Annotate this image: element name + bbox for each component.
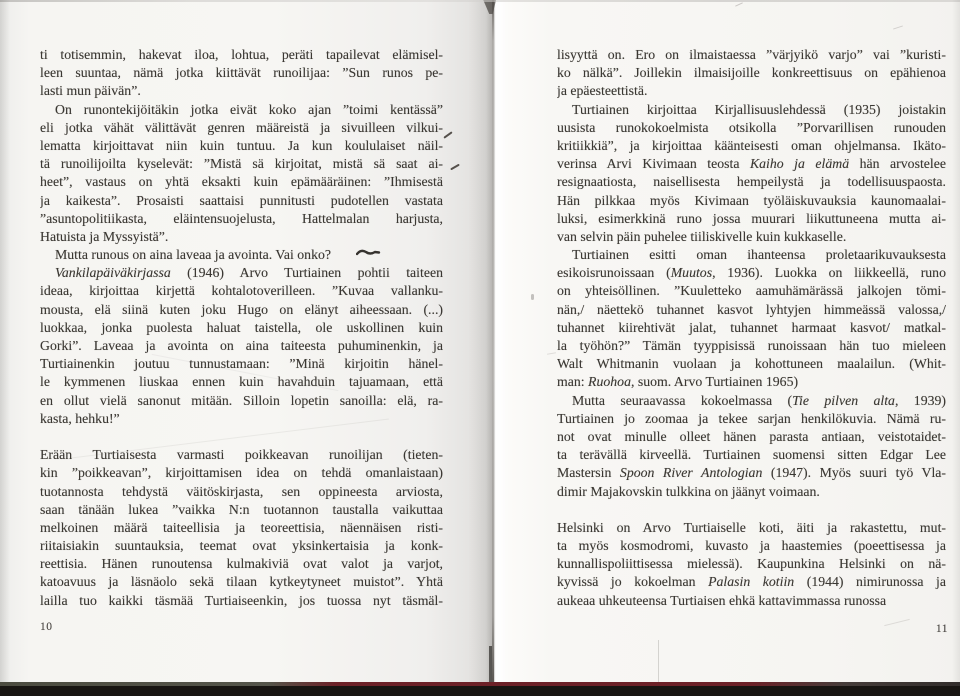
text-line: ideaa, kirjoittaa kirjettä kohtalotoverilleen. ”Kuvaa vallanku- xyxy=(40,283,443,299)
gutter-bottom-shadow xyxy=(489,646,492,686)
text-line: uusista runokokoelmista otsikolla ”Porvarillisen runouden xyxy=(557,119,946,135)
text-line: la työhön?” Tämän tyyppisissä runoissaan hän tuo mieleen xyxy=(557,338,946,353)
text-line: dimir Majakovskin tulkkina on jäänyt voimaan. xyxy=(557,483,820,499)
text-line: kasta, hehku!” xyxy=(40,410,120,426)
page-number-left: 10 xyxy=(40,621,53,633)
text-line: on yhteisöllinen. ”Kuuletteko aamuhämärässä jalkojen tömi- xyxy=(557,283,946,299)
text-line: tä runoilijoilta kyselevät: ”Mistä sä kirjoitat, mistä sä saat ai- xyxy=(40,156,443,172)
text-line: kyvissä jo kokoelman Palasin kotiin (1944) nimirunossa ja xyxy=(557,574,946,590)
text-line: ja kaikesta”. Prosaisti saattaisi punnitusti pudotellen vastata xyxy=(40,192,443,208)
pen-squiggle-icon xyxy=(356,248,382,258)
text-line: nän,/ näettekö tuhannet kasvot lyhtyjen himmeässä valossa,/ xyxy=(557,301,946,317)
text-line: resignaatiosta, naisellisesta hempeilystä ja todellisuuspaosta. xyxy=(557,174,946,190)
text-line: lasti mun päivän”. xyxy=(40,83,141,99)
text-line: Turtiainen esitti oman ihanteensa proletaarikuvauksesta xyxy=(572,247,946,263)
scan-smudge xyxy=(531,294,534,300)
text-line: Gorki”. Laveaa ja avointa on aina taiteesta puhuminenkin, ja xyxy=(40,338,443,353)
scan-right-vignette xyxy=(952,0,960,685)
scan-top-edge xyxy=(0,0,960,2)
gutter-line xyxy=(492,0,494,685)
text-line: tuhannet kiirehtivät jalat, tuhannet harmaat kasvot/ matkal- xyxy=(557,319,946,335)
text-line: aukeaa uhkeuteensa Turtiaisen ehkä kattavimmassa runossa xyxy=(557,592,887,608)
text-line: Mutta seuraavassa kokoelmassa (Tie pilven alta, 1939) xyxy=(572,392,946,408)
text-line: leen suuntaa, nämä jotka kiittävät runoilijaa: ”Sun runos pe- xyxy=(40,65,443,81)
text-line: Walt Whitmanin vuolaan ja kohottuneen maalailun. (Whit- xyxy=(557,356,946,372)
text-line: Mastersin Spoon River Antologian (1947). Myös suuri työ Vla- xyxy=(557,465,946,481)
text-line: luokkaa, jonka puolesta haluat taistella, ole uskollinen kuin xyxy=(40,319,443,335)
text-line: kritiikkiä”, ja kirjoittaa käänteisesti oman ohjelmansa. Ikäto- xyxy=(557,137,946,153)
text-line: van selvin päin puhelee tiiliskivelle kuin kukkaselle. xyxy=(557,228,847,244)
text-line: Turtiainen jo zoomaa ja tekee sarjan henkilökuvia. Nämä ru- xyxy=(557,410,946,426)
text-line: melkoinen määrä taiteellisia ja teoreettisia, näennäisen risti- xyxy=(40,519,443,535)
text-line: le kymmenen liuskaa ennen kuin havahduin tajuamaan, että xyxy=(40,374,443,390)
right-page-text xyxy=(557,46,946,610)
text-line: Mutta runous on aina laveaa ja avointa. Vai onko? xyxy=(55,247,331,263)
text-line: kin ”poikkeavan”, kirjoittamisen idea on tehdä omanlaistaan) xyxy=(40,465,443,481)
text-line: kunnallispoliittisessa mielessä). Kaupunkina Helsinki on nä- xyxy=(557,556,946,572)
text-line: saan tänään lukea ”vaikka N:n tuotannon taustalla vaikuttaa xyxy=(40,501,443,517)
text-line: katoavuus ja läsnäolo sekä tilaan kytkeytyneet muistot”. Yhtä xyxy=(40,574,443,590)
text-line: Turtiainenkin joutuu tunnustamaan: ”Minä kirjoitin hänel- xyxy=(40,356,443,372)
text-line: verinsa Arvi Kivimaan teosta Kaiho ja elämä hän arvostelee xyxy=(557,156,946,172)
text-line: Vankilapäiväkirjassa (1946) Arvo Turtiainen pohtii taiteen xyxy=(55,265,443,281)
text-line: ja epäesteettistä. xyxy=(557,83,648,99)
scan-left-vignette xyxy=(0,0,10,685)
text-line: ti totisemmin, hakevat iloa, lohtua, peräti tapailevat elämisel- xyxy=(40,47,443,62)
text-line: tuotannosta tehdystä väitöskirjasta, sen oppineesta arviosta, xyxy=(40,483,443,499)
text-line: Hatuista ja Myssyistä”. xyxy=(40,228,169,244)
text-line: heet”, vastaus on yhtä eksakti kuin epämääräinen: ”Ihmisestä xyxy=(40,174,443,190)
text-line: riitaisiakin suuntauksia, teemat ovat yksinkertaisia ja konk- xyxy=(40,538,443,554)
text-line: lailla tuo kaikki täsmää Turtiaiseenkin, jos tuossa nyt täsmäl- xyxy=(40,592,443,608)
text-line: Erään Turtiaisesta varmasti poikkeavan runoilijan (tieten- xyxy=(40,447,443,463)
text-line: ta terävällä kirveellä. Turtiainen suomensi sitten Edgar Lee xyxy=(557,447,946,463)
page-number-right: 11 xyxy=(935,623,948,635)
text-line: reettisia. Hänen runoutensa kulmakiviä ovat valot ja varjot, xyxy=(40,556,443,572)
text-line: ko nälkä”. Joillekin ilmaisijoille konkreettisuus on epähienoa xyxy=(557,65,946,81)
text-line: man: Ruohoa, suom. Arvo Turtiainen 1965) xyxy=(557,374,799,390)
text-line: Hän pilkkaa myös Kivimaan työläiskuvauksia kaunomaalai- xyxy=(557,192,946,208)
text-line: lematta kirjoittavat niin kuin tuntuu. Ja kun koululaiset näil- xyxy=(40,137,443,153)
text-line: Helsinki on Arvo Turtiaiselle koti, äiti ja rakastettu, mut- xyxy=(557,519,946,535)
paper-crease xyxy=(658,640,659,682)
text-line: mousta, elä siinä kuten joku Hugo on elänyt aiheessaan. (...) xyxy=(40,301,443,317)
gutter-shadow xyxy=(468,0,508,685)
text-line: On runontekijöitäkin jotka eivät koko ajan ”toimi kentässä” xyxy=(55,101,443,117)
text-line: eli jotka vähät välittävät genren määreistä ja sivuilleen vilkui- xyxy=(40,119,443,135)
text-line: luksi, esimerkkinä runo jossa muurari liikuttuneena mutta ai- xyxy=(557,210,946,226)
text-line: not ovat minulle olleet hänen parasta antiaan, veistotaidet- xyxy=(557,428,946,444)
text-line: esikoisrunoissaan (Muutos, 1936). Luokka on liikkeellä, runo xyxy=(557,265,946,281)
text-line: lisyyttä on. Ero on ilmaistaessa ”värjyikö varjo” vai ”kuristi- xyxy=(557,47,946,62)
text-line: ta myös kosmodromi, kuvasto ja haastemies (poeettisessa ja xyxy=(557,538,946,554)
left-page-text xyxy=(40,46,443,610)
text-line: ”asuntopolitiikasta, eläintensuojelusta, Hattelmalan harjusta, xyxy=(40,210,443,226)
text-line: Turtiainen kirjoittaa Kirjallisuuslehdessä (1935) joistakin xyxy=(572,101,946,117)
text-line: en ollut vielä sanonut mitään. Silloin lopetin sanoilla: elä, ra- xyxy=(40,392,443,408)
scan-bottom-bar xyxy=(0,686,960,696)
